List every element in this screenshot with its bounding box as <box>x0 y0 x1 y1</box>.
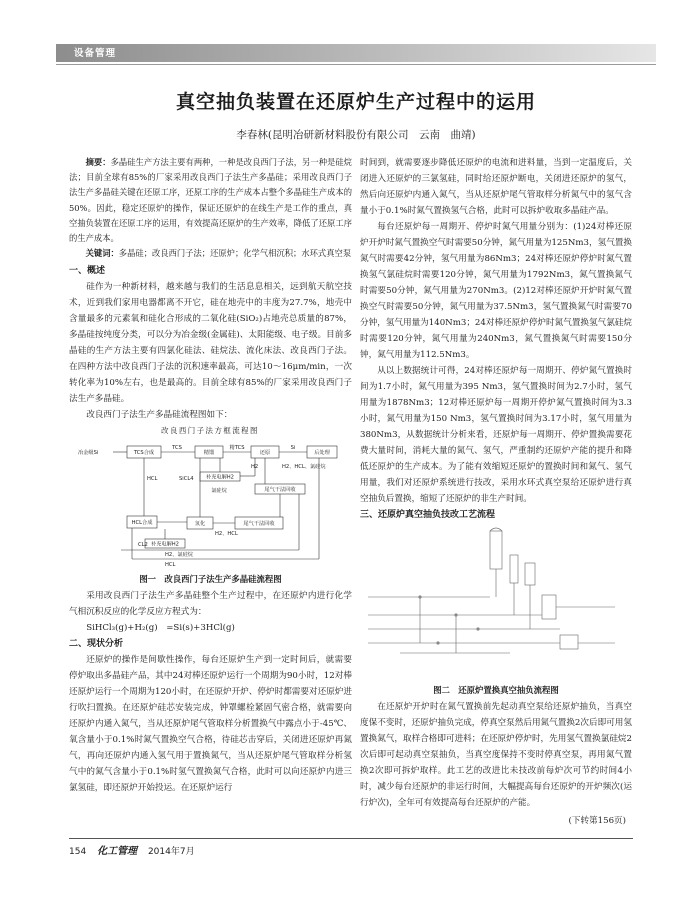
label-h2-hcl: H2、HCL、氯硅烷 <box>282 464 326 471</box>
label-tcs-synth: TCS合成 <box>133 450 155 457</box>
label-distill: 精馏 <box>203 450 215 457</box>
page-footer <box>69 842 195 857</box>
article-title: 真空抽负装置在还原炉生产过程中的运用 <box>175 91 536 113</box>
footer-rule <box>69 838 633 839</box>
vacuum-pump <box>542 595 556 619</box>
label-post: 后处理 <box>314 450 330 457</box>
keywords <box>69 246 352 261</box>
section-header-band <box>56 44 656 62</box>
label-reduction: 还原 <box>259 450 271 457</box>
section-2-paragraph-1: 还原炉的操作是间歇性操作，每台还原炉生产到一定时间后，就需要停炉取出多晶硅产品，其中24对棒还原炉运行一个周期为90小时，12对棒还原炉运行一个周期为120小时，在还原炉开炉、停炉时都需要对还原炉进行吹扫置换。在还原炉硅芯安装完成，钟罩螺栓紧固气密合格，就需要向还原炉内通入氮气，当从还原炉尾气管取样分析置换气中露点小于-45℃、氧含量小于0.1%时氮气置换空气合格，待硅芯击穿后，关闭进还原炉再氮气，再向还原炉内通入氢气用于置换氮气，当从还原炉尾气管取样分析氢气中的氮气含量小于0.1%时氢气置换氮气合格，此时可以向还原炉内进三氯氢硅，即还原炉开始投运。在还原炉运行 <box>69 655 352 794</box>
figure-2-caption: 图二 还原炉置换真空抽负流程图 <box>433 685 559 695</box>
label-input: 冶金级Si <box>78 450 99 457</box>
label-makeup-h2: 补充电解H2 <box>206 474 234 481</box>
figure-2-process-diagram <box>360 525 632 680</box>
label-sicl4: SiCL4 <box>179 476 194 483</box>
label-makeup-h2-b: 补充电解H2 <box>151 541 179 548</box>
section-1-paragraph-1: 硅作为一种新材料，越来越与我们的生活息息相关，远到航天航空技术，近到我们家用电器都离不开它，硅在地壳中的丰度为27.7%，地壳中含量最多的元素氧和硅化合形成的二氧化硅(SiO₂)占地壳总质量的87%，多晶硅按纯度分类，可以分为冶金级(金属硅)、太阳能级、电子级。目前多晶硅的生产方法主要有四氯化硅法、硅烷法、流化床法、改良西门子法。在四种方法中改良西门子法的沉积速率最高，可达10～16μm/min，一次转化率为10%左右，也是最高的。目前全球有85%的厂家采用改良西门子法生产多晶硅。 <box>69 282 352 405</box>
header-rule <box>56 64 656 65</box>
issue-date: 2014年7月 <box>147 847 195 857</box>
label-hydrogenation: 氢化 <box>194 521 206 528</box>
label-h2-chlorosilane: H2、氯硅烷 <box>165 552 193 559</box>
right-paragraph-3: 从以上数据统计可得，24对棒还原炉每一周期开、停炉氮气置换时间为1.7小时，氮气用量为395 Nm3，氢气置换时间为2.7小时，氢气用量为1878Nm3；12对棒还原炉每一周期开停炉氮气置换时间为3.3小时，氮气用量为150 Nm3，氢气置换时间为3.17小时，氢气用量为380Nm3，从数据统计分析来看，还原炉每一周期开、停炉置换需要花费大量时间，消耗大量的氮气、氢气，严重制约还原炉产能的提升和降低还原炉的生产成本。为了能有效缩短还原炉的置换时间和氮气、氢气用量，我们对还原炉系统进行技改，采用水环式真空泵给还原炉进行真空抽负后置换，缩短了还原炉的非生产时间。 <box>360 366 632 504</box>
abstract-label: 摘要： <box>85 157 111 167</box>
section-label: 设备管理 <box>74 48 117 59</box>
figure-1-diagram <box>69 424 352 570</box>
page-number: 154 <box>69 847 87 857</box>
keywords-text: 多晶硅；改良西门子法；还原炉；化学气相沉积；水环式真空泵 <box>118 248 352 259</box>
figure-1-caption: 图一 改良西门子法生产多晶硅流程图 <box>139 574 282 585</box>
section-3-heading: 三、还原炉真空抽负技改工艺流程 <box>360 510 496 520</box>
section-2-heading: 二、现状分析 <box>69 639 124 650</box>
label-hcl-bottom: HCL <box>165 562 176 569</box>
section-1-paragraph-2: 改良西门子法生产多晶硅流程图如下： <box>86 410 233 421</box>
keywords-label: 关键词： <box>85 248 119 259</box>
section-1-paragraph-3: 采用改良西门子法生产多晶硅整个生产过程中，在还原炉内进行化学气相沉积反应的化学反应方程式为： <box>69 591 352 618</box>
label-si: Si <box>290 445 296 452</box>
right-paragraph-2: 每台还原炉每一周期开、停炉时氮气用量分别为：(1)24对棒还原炉开炉时氮气置换空气时需要50分钟，氮气用量为125Nm3，氢气置换氮气时需要42分钟，氢气用量为86Nm3；24对棒还原炉停炉时氮气置换氢气氯硅烷时需要120分钟，氮气用量为1792Nm3，氮气置换氮气时需要50分钟，氮气用量为270Nm3。(2)12对棒还原炉开炉时氮气置换空气时需要50分钟，氮气用量为37.5Nm3，氢气置换氮气时需要70分钟，氢气用量为140Nm3；24对棒还原炉停炉时氮气置换氢气氯硅烷时需要120分钟，氮气用量为240Nm3，氮气置换氮气时需要150分钟，氮气用量为112.5Nm3。 <box>360 222 632 360</box>
journal-name: 化工管理 <box>97 846 138 857</box>
label-tcs: TCS <box>172 445 182 452</box>
label-cl2: CL2 <box>138 542 148 549</box>
left-column <box>69 155 352 796</box>
reaction-equation: SiHCl₃(g)+H₂(g) =Si(s)+3HCl(g) <box>86 623 235 634</box>
section-1-heading: 一、概述 <box>69 266 106 277</box>
label-hcl-synth: HCL合成 <box>131 520 153 527</box>
label-pure-tcs: 精TCS <box>229 445 245 452</box>
label-tail-dry-2: 尾气干法回收 <box>243 521 275 528</box>
right-paragraph-4: 在还原炉开炉时在氮气置换前先起动真空泵给还原炉抽负，当真空度保不变时，还原炉抽负完成，停真空泵然后用氮气置换2次后即可用氢置换氮气，取样合格即可进料；在还原炉停炉时，先用氢气置换氯硅烷2次后即可起动真空泵抽负，当真空度保持不变时停真空泵，再用氮气置换2次即可拆炉取样。此工艺的改进比未技改前每炉次可节约时间4小时，减少每台还原炉的非运行时间，大幅提高每台还原炉的开炉频次(运行炉次)，全年可有效提高每台还原炉的产能。 <box>360 702 632 808</box>
right-column <box>360 155 632 829</box>
label-hcl: HCL <box>147 476 158 483</box>
label-h2: H2 <box>251 464 259 471</box>
label-tail-dry: 尾气干法回收 <box>264 487 296 494</box>
abstract <box>69 155 352 246</box>
reduction-furnace <box>490 531 502 569</box>
article-authors: 李春林(昆明冶研新材料股份有限公司 云南 曲靖) <box>236 129 476 141</box>
figure-1-title: 改良西门子法方框流程图 <box>161 426 259 436</box>
label-h2-hcl-2: H2、HCL <box>215 531 238 538</box>
label-chlorosilane: 氯硅烷 <box>211 488 227 495</box>
right-paragraph-1: 时间到，就需要逐步降低还原炉的电流和进料量，当到一定温度后，关闭进入还原炉的三氯氢硅，同时给还原炉断电，关闭进还原炉的氢气，然后向还原炉内通入氮气，当从还原炉尾气管取样分析氮气中的氢气含量小于0.1%时氮气置换氢气合格，此时可以拆炉收取多晶硅产品。 <box>360 158 632 216</box>
abstract-text: 多晶硅生产方法主要有两种，一种是改良西门子法，另一种是硅烷法；目前全球有85%的厂家采用改良西门子法生产多晶硅；采用改良西门子法生产多晶硅关键在还原工序，还原工序的生产成本占整个多晶硅生产成本的50%。因此，稳定还原炉的操作，保证还原炉的在线生产是工作的重点，真空抽负装置在还原工序的运用，有效提高还原炉的生产效率，降低了还原工序的生产成本。 <box>69 157 352 244</box>
continued-note: (下转第156页) <box>568 816 626 826</box>
